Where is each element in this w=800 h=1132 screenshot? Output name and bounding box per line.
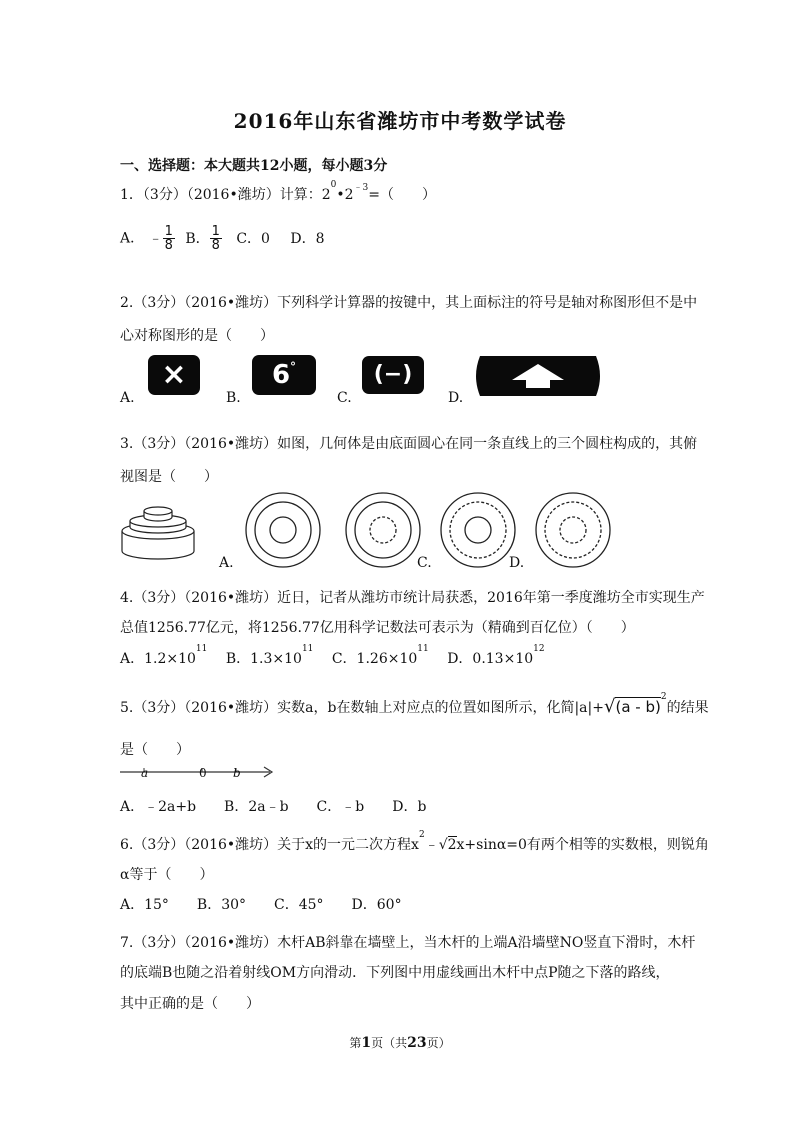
q3-label-a: A. xyxy=(219,555,234,571)
top-view-option-d xyxy=(533,490,613,570)
q1-stem-suffix: =（ ） xyxy=(368,187,436,203)
q7-stem-line1: 7.（3分）（2016•潍坊）木杆AB斜靠在墙壁上，当木杆的上端A沿墙壁NO竖直下滑时，木杆 xyxy=(120,935,696,951)
stacked-cylinders-figure xyxy=(118,505,198,565)
q2-label-a: A. xyxy=(120,390,135,406)
q7-stem-line3: 其中正确的是（ ） xyxy=(120,996,260,1012)
q2-stem-line1: 2.（3分）（2016•潍坊）下列科学计算器的按键中，其上面标注的符号是轴对称图形但不是中 xyxy=(120,295,698,311)
q2-label-c: C. xyxy=(337,390,352,406)
q1-option-a-denominator: 8 xyxy=(164,238,173,253)
q6-stem-minus: ﹣ xyxy=(424,837,439,853)
number-line-label-b: b xyxy=(233,766,241,780)
degree-key-label: ° xyxy=(290,360,297,374)
q3-stem-line1: 3.（3分）（2016•潍坊）如图，几何体是由底面圆心在同一条直线上的三个圆柱构成的，其俯 xyxy=(120,436,698,452)
footer-prefix: 第 xyxy=(349,1036,362,1050)
q1-option-a-numerator: 1 xyxy=(164,224,173,239)
q5-radicand: (a - b) xyxy=(615,698,661,716)
q1-option-a-label: A． xyxy=(120,230,145,247)
q6-stem-line2: α等于（ ） xyxy=(120,867,214,883)
q5-stem-suffix: 的结果 xyxy=(666,700,709,716)
q4-stem-line2: 总值1256.77亿元，将1256.77亿用科学记数法可表示为（精确到百亿位）（ ） xyxy=(120,620,635,636)
q1-options xyxy=(120,225,325,252)
footer-page-number: 1 xyxy=(361,1035,372,1051)
q4-option-a-exponent: 11 xyxy=(195,644,208,654)
q5-stem-line1 xyxy=(120,692,709,717)
q7-stem-line2: 的底端B也随之沿着射线OM方向滑动．下列图中用虚线画出木杆中点P随之下落的路线， xyxy=(120,965,670,981)
q1-exponent-0: 0 xyxy=(330,180,337,190)
q2-label-d: D. xyxy=(448,390,464,406)
q3-label-d: D. xyxy=(509,555,525,571)
multiply-key-icon: × xyxy=(148,355,200,395)
q1-stem xyxy=(120,180,436,204)
q4-option-c-exponent: 11 xyxy=(417,644,429,654)
q5-options: A．﹣2a+b B．2a﹣b C．﹣b D．b xyxy=(120,799,427,815)
number-line-label-0: 0 xyxy=(199,766,207,780)
q5-radicand-exponent: 2 xyxy=(660,692,667,702)
q6-stem-prefix: 6.（3分）（2016•潍坊）关于x的一元二次方程x xyxy=(120,837,419,853)
page-footer xyxy=(0,1034,800,1051)
top-view-option-a xyxy=(243,490,323,570)
q4-option-a: A．1.2×10 xyxy=(120,651,196,667)
q4-option-d-exponent: 12 xyxy=(533,644,545,654)
footer-total-pages: 23 xyxy=(407,1035,427,1051)
up-arrow-key-icon xyxy=(470,352,606,400)
footer-suffix: 页） xyxy=(426,1036,451,1050)
q1-exponent-neg3: ﹣3 xyxy=(353,183,369,193)
footer-mid: 页（共 xyxy=(371,1036,408,1050)
page-title: 2016年山东省潍坊市中考数学试卷 xyxy=(233,109,567,133)
q4-option-c: C．1.26×10 xyxy=(331,651,418,667)
q2-label-b: B. xyxy=(226,390,241,406)
six-key-label: 6 xyxy=(271,360,291,390)
number-line-label-a: a xyxy=(141,766,149,780)
q1-option-b-fraction xyxy=(210,225,222,252)
q1-option-a-fraction xyxy=(163,225,175,252)
q1-option-b-numerator: 1 xyxy=(211,224,220,239)
q4-option-b: B．1.3×10 xyxy=(225,651,302,667)
q1-stem-prefix: 1．（3分）（2016•潍坊）计算：2 xyxy=(120,187,331,203)
q1-option-b-label: B． xyxy=(185,230,210,247)
q6-stem-line1 xyxy=(120,830,709,854)
q1-option-b-denominator: 8 xyxy=(211,238,220,253)
q5-stem-prefix: 5.（3分）（2016•潍坊）实数a，b在数轴上对应点的位置如图所示，化简|a|+ xyxy=(120,700,604,716)
top-view-option-c xyxy=(438,490,518,570)
negative-key-icon: (−) xyxy=(362,356,424,394)
top-view-option-b xyxy=(343,490,423,570)
q6-sqrt-value: 2 xyxy=(447,837,457,853)
q4-options xyxy=(120,644,545,668)
q6-stem-suffix: x+sinα=0有两个相等的实数根，则锐角 xyxy=(456,837,709,853)
q6-options: A．15° B．30° C．45° D．60° xyxy=(120,897,402,913)
q1-stem-mid: •2 xyxy=(336,187,354,203)
q1-option-c: C．0 xyxy=(236,230,270,247)
q1-option-d: D．8 xyxy=(290,230,325,247)
q4-stem-line1: 4.（3分）（2016•潍坊）近日，记者从潍坊市统计局获悉，2016年第一季度潍坊全市实现生产 xyxy=(120,590,705,606)
q3-label-c: C. xyxy=(417,555,432,571)
q4-option-b-exponent: 11 xyxy=(301,644,314,654)
q2-stem-line2: 心对称图形的是（ ） xyxy=(120,328,274,344)
q5-stem-line2: 是（ ） xyxy=(120,742,190,758)
six-degree-key-icon xyxy=(252,355,316,395)
q1-option-a-sign: ﹣ xyxy=(148,230,163,247)
q4-option-d: D．0.13×10 xyxy=(447,651,534,667)
sqrt-icon: √ xyxy=(603,696,616,717)
sqrt-icon: √ xyxy=(438,837,448,853)
q3-stem-line2: 视图是（ ） xyxy=(120,469,218,485)
section-heading: 一、选择题：本大题共12小题，每小题3分 xyxy=(120,158,388,174)
q6-x-exponent: 2 xyxy=(418,830,425,840)
